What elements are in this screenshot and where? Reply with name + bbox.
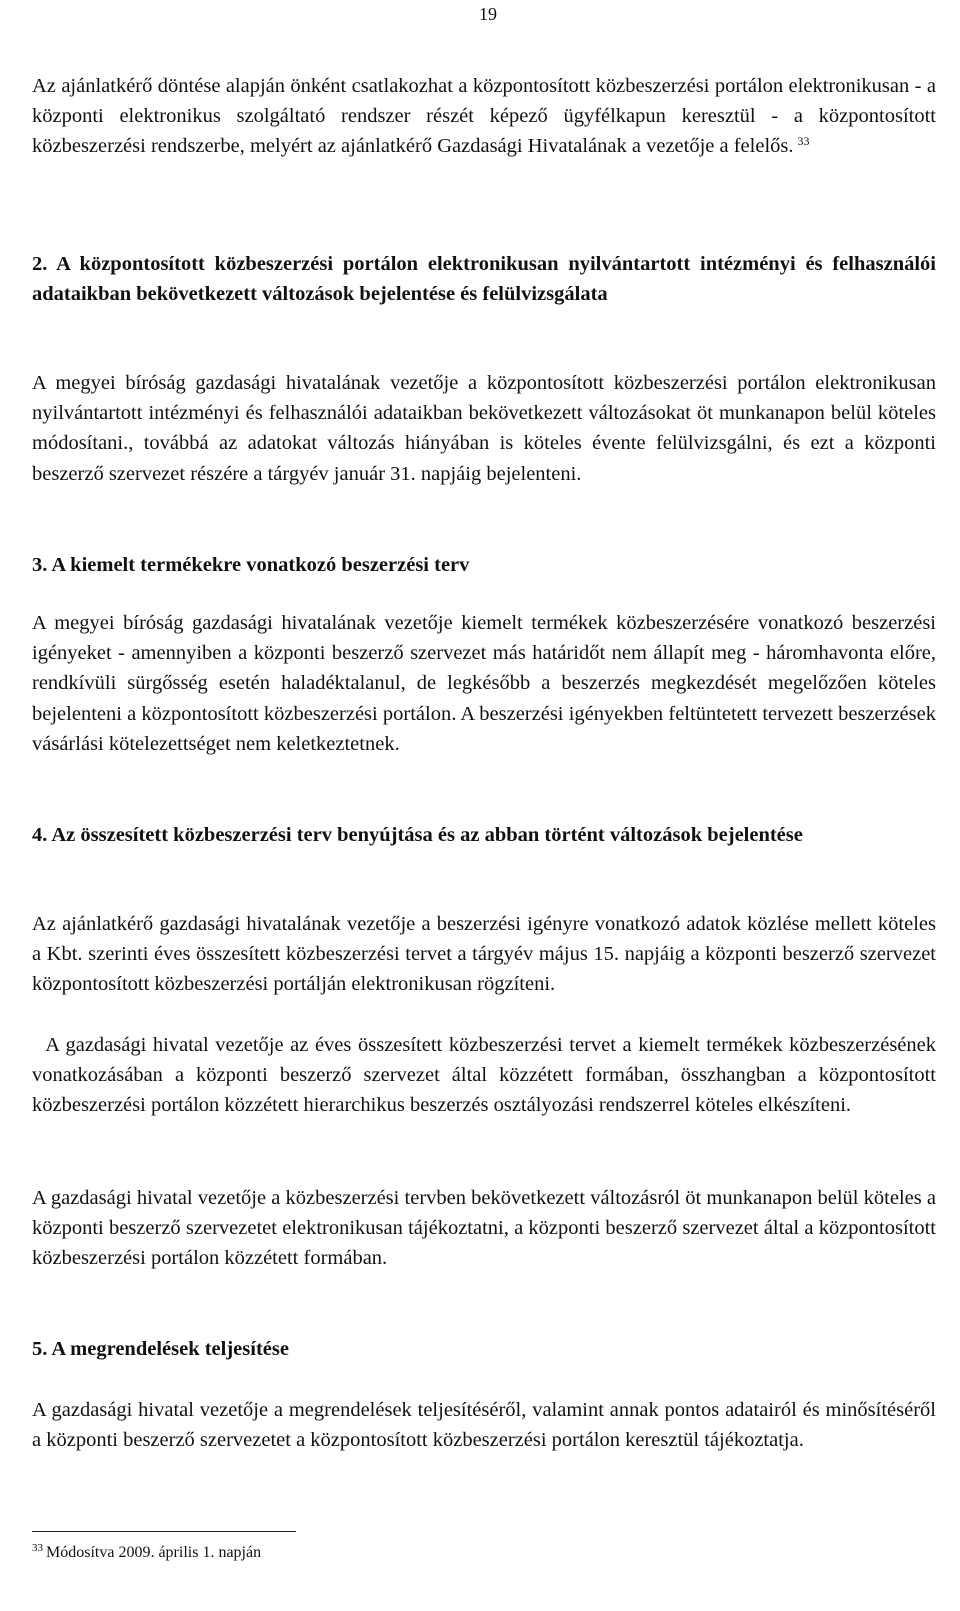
paragraph-plan-changes: A gazdasági hivatal vezetője a közbeszerzési tervben bekövetkezett változásról öt munkanapon belül köteles a központi beszerző szervezetet elektronikusan tájékoztatni, a központi beszerző szervezet által a központosított közbeszerzési portálon közzétett formában. (32, 1187, 936, 1270)
footnote-number: 33 (32, 1541, 43, 1554)
paragraph-data-changes: A megyei bíróság gazdasági hivatalának vezetője a központosított közbeszerzési portálon elektronikusan nyilvántartott intézményi és felhasználói adataikban bekövetkezett változásokat öt munkanapon belül köteles módosítani., továbbá az adatokat változás hiányában is köteles évente felülvizsgálni, és ezt a központi beszerző szervezet részére a tárgyév január 31. napjáig bejelenteni. (32, 372, 936, 485)
paragraph-voluntary-joining (32, 71, 936, 162)
paragraph-procurement-needs: A megyei bíróság gazdasági hivatalának vezetője kiemelt termékek közbeszerzésére vonatkozó beszerzési igényeket - amennyiben a központi beszerző szervezet más határidőt nem állapít meg - háromhavonta előre, rendkívüli sürgősség esetén haladéktalanul, de legkésőbb a beszerzés megkezdését megelőzően köteles bejelenteni a központosított közbeszerzési portálon. A beszerzési igényekben feltüntetett tervezett beszerzések vásárlási kötelezettséget nem keletkeztetnek. (32, 612, 936, 755)
document-page (32, 0, 942, 1611)
paragraph-annual-plan: Az ajánlatkérő gazdasági hivatalának vezetője a beszerzési igényre vonatkozó adatok közlése mellett köteles a Kbt. szerinti éves összesített közbeszerzési tervet a tárgyév május 15. napjáig a központi beszerző szervezet központosított közbeszerzési portálján elektronikusan rögzíteni. (32, 913, 936, 996)
footnote (32, 1538, 632, 1568)
page-number: 19 (479, 4, 497, 24)
section-heading-4: 4. Az összesített közbeszerzési terv benyújtása és az abban történt változások bejelentése (32, 824, 803, 846)
paragraph-text: Az ajánlatkérő döntése alapján önként csatlakozhat a központosított közbeszerzési portálon elektronikusan - a központi elektronikus szolgáltató rendszer részét képező ügyfélkapun keresztül - a központosított közbeszerzési rendszerbe, melyért az ajánlatkérő Gazdasági Hivatalának a vezetője a felelős. (32, 75, 936, 158)
section-heading-5: 5. A megrendelések teljesítése (32, 1338, 289, 1360)
footnote-divider (32, 1531, 296, 1532)
section-heading-3: 3. A kiemelt termékekre vonatkozó beszerzési terv (32, 554, 470, 576)
section-heading-2: 2. A központosított közbeszerzési portálon elektronikusan nyilvántartott intézményi és felhasználói adataikban bekövetkezett változások bejelentése és felülvizsgálata (32, 253, 936, 306)
footnote-reference: 33 (797, 133, 810, 148)
paragraph-plan-format: A gazdasági hivatal vezetője az éves összesített közbeszerzési tervet a kiemelt termékek közbeszerzésének vonatkozásában a központi beszerző szervezet által közzétett formában, összhangban a központosított közbeszerzési portálon közzétett hierarchikus beszerzés osztályozási rendszerrel köteles elkészíteni. (32, 1034, 942, 1117)
footnote-text: Módosítva 2009. április 1. napján (46, 1544, 262, 1561)
paragraph-order-fulfilment: A gazdasági hivatal vezetője a megrendelések teljesítéséről, valamint annak pontos adatairól és minősítéséről a központi beszerző szervezetet a központosított közbeszerzési portálon keresztül tájékoztatja. (32, 1399, 936, 1452)
